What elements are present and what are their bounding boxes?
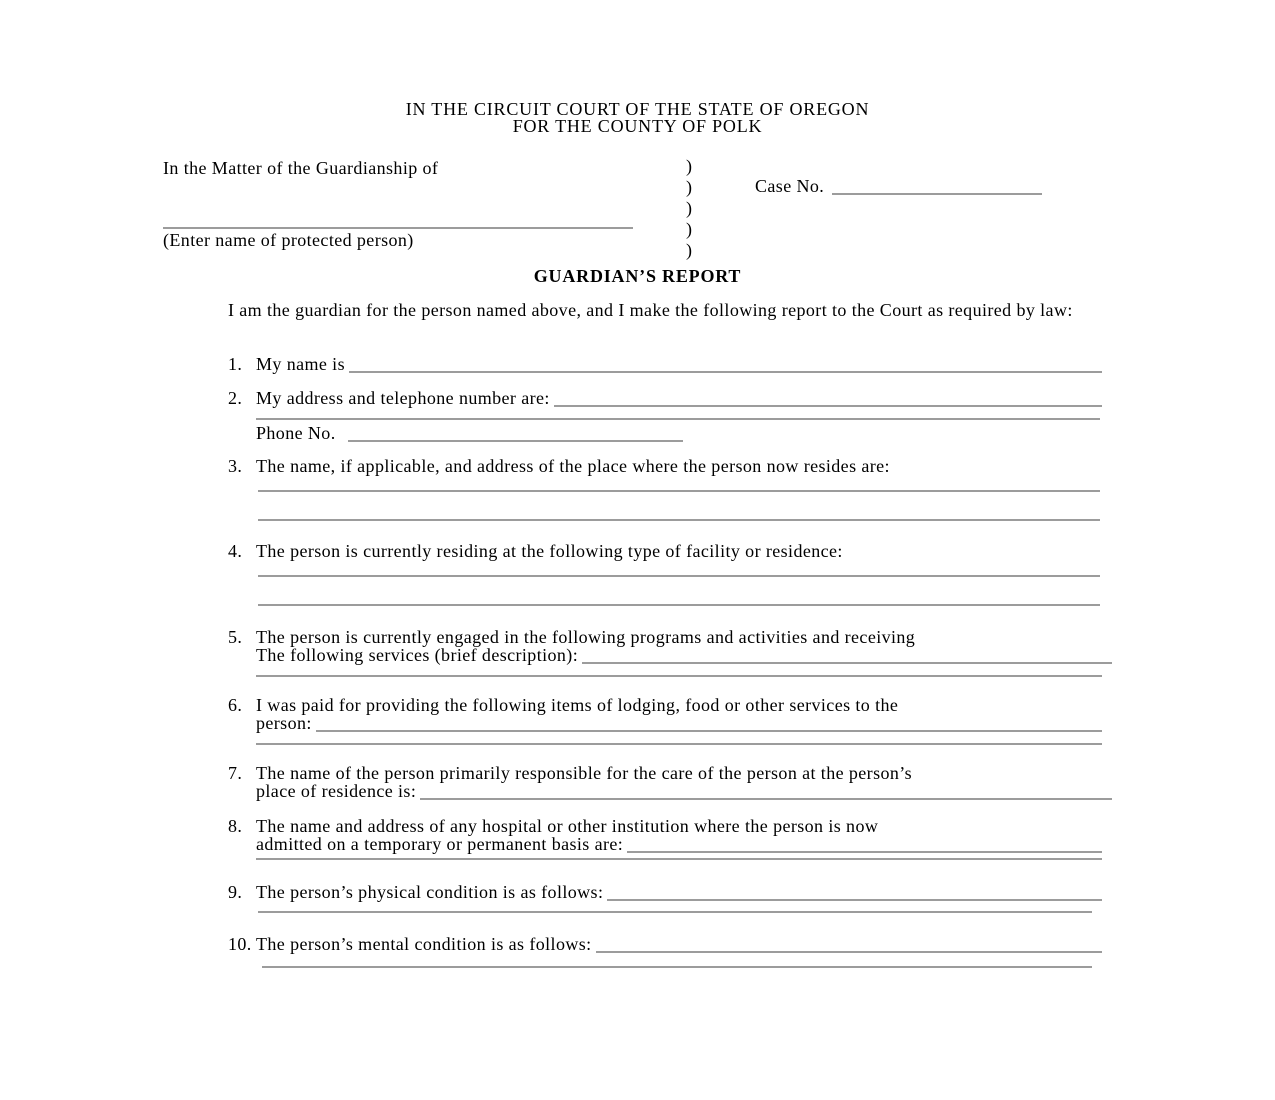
item-3-number: 3. bbox=[228, 456, 243, 476]
item-4 bbox=[228, 542, 1102, 560]
item-6-number: 6. bbox=[228, 695, 243, 715]
item-6-paid-services-line[interactable] bbox=[316, 714, 1102, 732]
item-2-phone-row bbox=[256, 424, 1102, 442]
case-number-row bbox=[755, 177, 1057, 195]
item-6 bbox=[228, 696, 1102, 732]
indent-spacer bbox=[228, 782, 256, 800]
item-8 bbox=[228, 817, 1102, 853]
item-3-answer-line-2[interactable] bbox=[258, 519, 1100, 521]
item-9-physical-condition-line[interactable] bbox=[607, 883, 1102, 901]
item-8-label-line2: admitted on a temporary or permanent basis are: bbox=[256, 834, 624, 854]
matter-of-guardianship-label: In the Matter of the Guardianship of bbox=[163, 158, 439, 178]
item-10 bbox=[228, 935, 1102, 953]
case-number-label: Case No. bbox=[755, 176, 825, 196]
item-10-number: 10. bbox=[228, 934, 252, 954]
item-4-number: 4. bbox=[228, 541, 243, 561]
court-heading-line2: FOR THE COUNTY OF POLK bbox=[512, 116, 763, 136]
indent-spacer bbox=[228, 646, 256, 664]
item-10-answer-line-2[interactable] bbox=[262, 966, 1092, 968]
item-10-mental-condition-line[interactable] bbox=[596, 935, 1102, 953]
item-9-label: The person’s physical condition is as follows: bbox=[256, 882, 604, 902]
item-9-number: 9. bbox=[228, 882, 243, 902]
item-1-name-line[interactable] bbox=[349, 355, 1102, 373]
paren-2: ) bbox=[686, 177, 693, 197]
item-7-number: 7. bbox=[228, 763, 243, 783]
item-4-label: The person is currently residing at the following type of facility or residence: bbox=[256, 541, 843, 561]
indent-spacer bbox=[228, 714, 256, 732]
item-2-address-line-2[interactable] bbox=[256, 418, 1100, 420]
item-8-answer-line-2[interactable] bbox=[256, 858, 1102, 860]
paren-5: ) bbox=[686, 240, 693, 260]
item-2-address-line[interactable] bbox=[554, 389, 1102, 407]
item-5-answer-line-2[interactable] bbox=[256, 675, 1102, 677]
item-3-label: The name, if applicable, and address of the place where the person now resides are: bbox=[256, 456, 890, 476]
item-6-answer-line-2[interactable] bbox=[256, 743, 1102, 745]
report-title: GUARDIAN’S REPORT bbox=[533, 266, 742, 286]
caption-parentheses bbox=[686, 156, 692, 261]
item-9 bbox=[228, 883, 1102, 901]
item-6-label-line1: I was paid for providing the following items of lodging, food or other services to the bbox=[256, 695, 899, 715]
item-1-number: 1. bbox=[228, 354, 243, 374]
protected-person-name-line[interactable] bbox=[163, 227, 633, 229]
item-8-number: 8. bbox=[228, 816, 243, 836]
indent-spacer bbox=[228, 835, 256, 853]
item-5 bbox=[228, 628, 1112, 664]
phone-number-label: Phone No. bbox=[256, 423, 336, 443]
item-3 bbox=[228, 457, 1102, 475]
item-7 bbox=[228, 764, 1112, 800]
paren-4: ) bbox=[686, 219, 693, 239]
phone-number-input-line[interactable] bbox=[348, 424, 683, 442]
item-5-number: 5. bbox=[228, 627, 243, 647]
item-5-services-line[interactable] bbox=[582, 646, 1112, 664]
protected-person-hint: (Enter name of protected person) bbox=[163, 230, 414, 250]
court-heading-line1: IN THE CIRCUIT COURT OF THE STATE OF OREGON bbox=[405, 99, 870, 119]
item-6-label-line2: person: bbox=[256, 713, 312, 733]
item-8-hospital-line[interactable] bbox=[627, 835, 1102, 853]
paren-1: ) bbox=[686, 156, 693, 176]
paren-3: ) bbox=[686, 198, 693, 218]
item-7-label-line2: place of residence is: bbox=[256, 781, 417, 801]
item-10-label: The person’s mental condition is as follows: bbox=[256, 934, 592, 954]
item-2 bbox=[228, 389, 1102, 407]
item-5-label-line2: The following services (brief description): bbox=[256, 645, 579, 665]
intro-paragraph: I am the guardian for the person named above, and I make the following report to the Court as required by law: bbox=[228, 300, 1073, 320]
item-2-number: 2. bbox=[228, 388, 243, 408]
item-7-label-line1: The name of the person primarily responsible for the care of the person at the person’s bbox=[256, 763, 913, 783]
item-9-answer-line-2[interactable] bbox=[258, 911, 1092, 913]
item-3-answer-line-1[interactable] bbox=[258, 490, 1100, 492]
item-1 bbox=[228, 355, 1102, 373]
item-2-label: My address and telephone number are: bbox=[256, 388, 550, 408]
item-1-label: My name is bbox=[256, 354, 345, 374]
item-5-label-line1: The person is currently engaged in the following programs and activities and receiving bbox=[256, 627, 916, 647]
item-7-caregiver-name-line[interactable] bbox=[420, 782, 1112, 800]
case-number-input-line[interactable] bbox=[832, 177, 1042, 195]
item-4-answer-line-2[interactable] bbox=[258, 604, 1100, 606]
item-4-answer-line-1[interactable] bbox=[258, 575, 1100, 577]
item-8-label-line1: The name and address of any hospital or other institution where the person is now bbox=[256, 816, 879, 836]
